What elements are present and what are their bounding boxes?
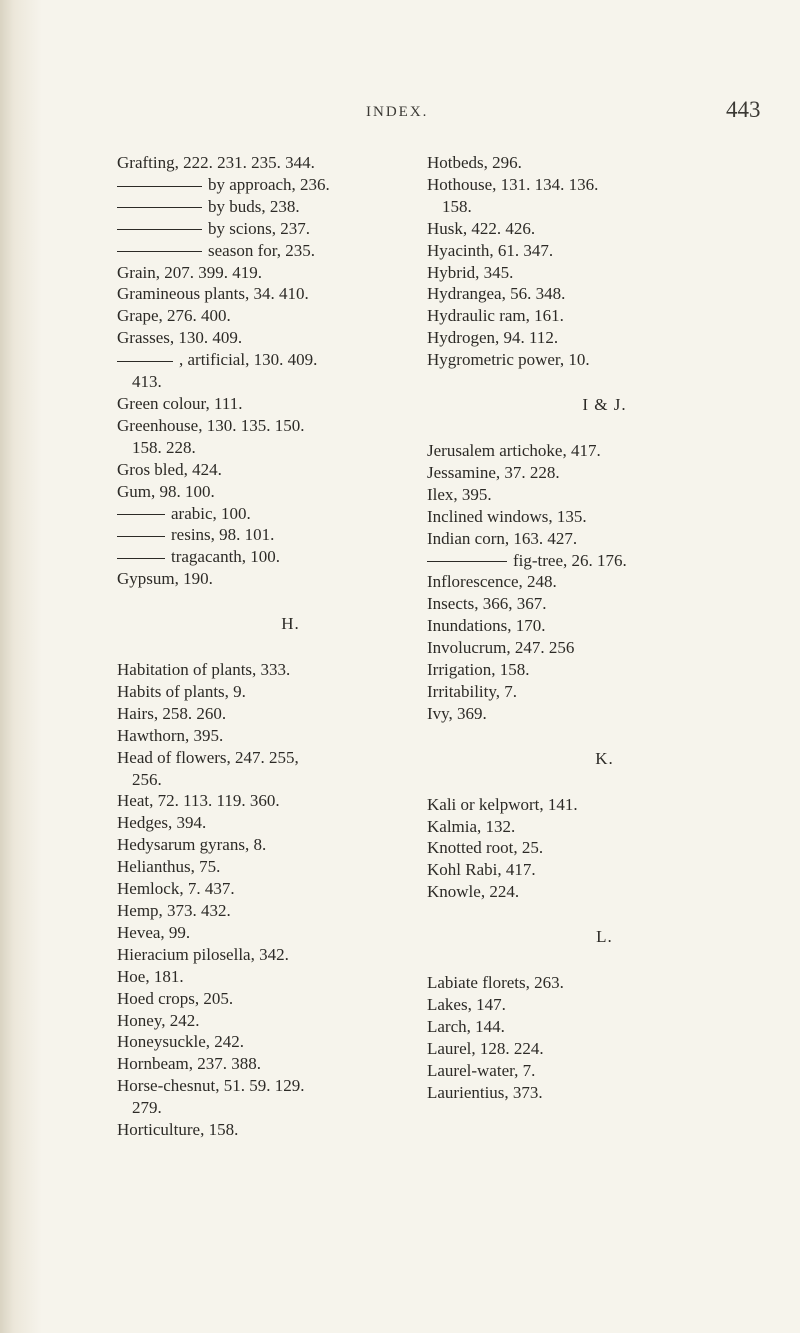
index-entry: Indian corn, 163. 427. xyxy=(427,528,578,548)
index-entry: Hybrid, 345. xyxy=(427,262,514,282)
index-subentry-text: by scions, 237. xyxy=(208,218,310,238)
index-entry: Husk, 422. 426. xyxy=(427,218,536,238)
index-subentry xyxy=(117,524,464,546)
index-entry: Labiate florets, 263. xyxy=(427,973,564,993)
index-entry: Gros bled, 424. xyxy=(117,459,222,479)
index-entry: Hawthorn, 395. xyxy=(117,725,224,745)
book-binding-edge xyxy=(0,0,42,1333)
index-entry: Larch, 144. xyxy=(427,1016,505,1036)
section-letter-heading: H. xyxy=(281,614,300,634)
index-subentry-text: by approach, 236. xyxy=(208,174,330,194)
section-letter-heading: I & J. xyxy=(582,395,627,415)
index-subentry xyxy=(117,240,464,262)
ditto-dash xyxy=(117,207,202,208)
index-entry: Greenhouse, 130. 135. 150. xyxy=(117,415,305,435)
index-entry: Hygrometric power, 10. xyxy=(427,350,590,370)
index-entry: Kali or kelpwort, 141. xyxy=(427,794,578,814)
index-entry-continuation: 158. xyxy=(442,196,472,216)
index-subentry xyxy=(117,546,464,568)
index-entry: Hornbeam, 237. 388. xyxy=(117,1054,262,1074)
index-subentry xyxy=(117,196,464,218)
index-entry: Inundations, 170. xyxy=(427,616,546,636)
index-entry-continuation: 413. xyxy=(132,372,162,392)
index-entry: Insects, 366, 367. xyxy=(427,594,547,614)
section-letter-heading: L. xyxy=(596,927,613,947)
index-entry: Laurel-water, 7. xyxy=(427,1060,536,1080)
index-subentry xyxy=(117,218,464,240)
index-entry: Ivy, 369. xyxy=(427,703,487,723)
index-entry: Laurientius, 373. xyxy=(427,1082,543,1102)
index-subentry-text: arabic, 100. xyxy=(171,503,251,523)
index-entry: Hothouse, 131. 134. 136. xyxy=(427,174,599,194)
index-entry: Hyacinth, 61. 347. xyxy=(427,240,554,260)
index-entry: Hieracium pilosella, 342. xyxy=(117,944,289,964)
index-column-right xyxy=(427,152,782,1104)
index-entry: Horticulture, 158. xyxy=(117,1120,239,1140)
index-entry: Horse-chesnut, 51. 59. 129. xyxy=(117,1076,305,1096)
index-subentry-text: season for, 235. xyxy=(208,240,315,260)
index-entry: Hevea, 99. xyxy=(117,922,191,942)
index-entry: Irritability, 7. xyxy=(427,681,518,701)
index-entry: Knotted root, 25. xyxy=(427,838,544,858)
index-entry: Green colour, 111. xyxy=(117,393,243,413)
index-entry: Hotbeds, 296. xyxy=(427,153,522,172)
index-subentry-text: resins, 98. 101. xyxy=(171,525,275,545)
index-entry: Gypsum, 190. xyxy=(117,569,213,589)
index-entry-continuation: 158. 228. xyxy=(132,437,196,457)
index-subentry xyxy=(117,349,464,371)
index-entry: Jerusalem artichoke, 417. xyxy=(427,440,601,460)
ditto-dash xyxy=(427,561,507,562)
index-entry: Grafting, 222. 231. 235. 344. xyxy=(117,153,315,172)
ditto-dash xyxy=(117,536,165,537)
index-entry: Hemp, 373. 432. xyxy=(117,901,231,920)
index-subentry-text: fig-tree, 26. 176. xyxy=(513,550,627,570)
index-entry: Honeysuckle, 242. xyxy=(117,1032,245,1052)
index-entry: Habits of plants, 9. xyxy=(117,681,246,701)
index-entry: Hemlock, 7. 437. xyxy=(117,879,235,899)
index-subentry-text: tragacanth, 100. xyxy=(171,547,281,567)
index-entry: Grain, 207. 399. 419. xyxy=(117,262,262,282)
index-entry: Gum, 98. 100. xyxy=(117,481,215,501)
index-entry: Kalmia, 132. xyxy=(427,816,516,836)
index-entry: Hydrogen, 94. 112. xyxy=(427,328,559,348)
index-entry-continuation: 256. xyxy=(132,769,162,789)
ditto-dash xyxy=(117,251,202,252)
page-number: 443 xyxy=(726,97,761,122)
ditto-dash xyxy=(117,229,202,230)
index-entry: Inflorescence, 248. xyxy=(427,572,557,592)
index-subentry-text: , artificial, 130. 409. xyxy=(179,350,318,370)
index-subentry xyxy=(117,174,464,196)
index-entry: Laurel, 128. 224. xyxy=(427,1038,544,1058)
index-subentry xyxy=(117,503,464,525)
index-entry: Gramineous plants, 34. 410. xyxy=(117,284,309,304)
index-entry: Hydraulic ram, 161. xyxy=(427,306,564,326)
index-entry: Hoe, 181. xyxy=(117,966,184,986)
index-column-left xyxy=(117,152,464,1141)
index-entry: Grasses, 130. 409. xyxy=(117,328,243,348)
index-subentry xyxy=(427,550,782,572)
ditto-dash xyxy=(117,186,202,187)
index-entry: Knowle, 224. xyxy=(427,882,520,902)
ditto-dash xyxy=(117,514,165,515)
index-entry: Heat, 72. 113. 119. 360. xyxy=(117,791,280,811)
index-entry: Inclined windows, 135. xyxy=(427,506,587,526)
index-entry: Hedges, 394. xyxy=(117,813,207,833)
section-letter-heading: K. xyxy=(595,748,614,768)
index-entry: Honey, 242. xyxy=(117,1010,200,1030)
index-entry: Hairs, 258. 260. xyxy=(117,703,227,723)
index-entry: Irrigation, 158. xyxy=(427,660,530,680)
index-entry: Habitation of plants, 333. xyxy=(117,660,291,680)
index-entry-continuation: 279. xyxy=(132,1098,162,1118)
index-entry: Lakes, 147. xyxy=(427,995,506,1014)
index-entry: Ilex, 395. xyxy=(427,484,492,504)
index-entry: Grape, 276. 400. xyxy=(117,306,231,326)
index-entry: Jessamine, 37. 228. xyxy=(427,462,560,482)
index-entry: Hoed crops, 205. xyxy=(117,988,234,1008)
ditto-dash xyxy=(117,361,173,362)
index-subentry-text: by buds, 238. xyxy=(208,196,300,216)
index-entry: Head of flowers, 247. 255, xyxy=(117,747,299,767)
index-entry: Hydrangea, 56. 348. xyxy=(427,284,566,304)
index-entry: Hedysarum gyrans, 8. xyxy=(117,835,267,855)
index-entry: Involucrum, 247. 256 xyxy=(427,638,575,658)
index-entry: Kohl Rabi, 417. xyxy=(427,860,536,880)
index-entry: Helianthus, 75. xyxy=(117,857,221,877)
ditto-dash xyxy=(117,558,165,559)
running-head: INDEX. xyxy=(366,104,429,120)
